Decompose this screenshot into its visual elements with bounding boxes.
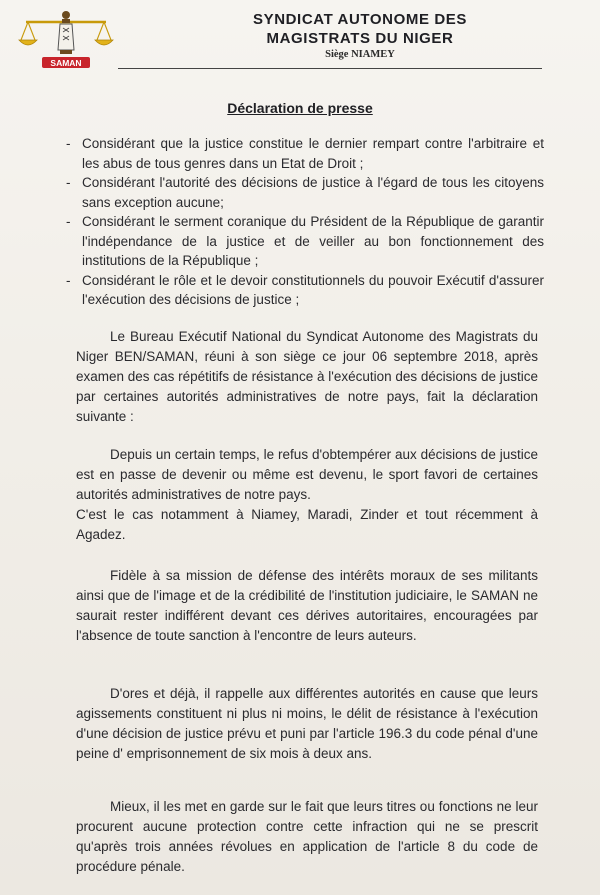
org-name-line-2: MAGISTRATS DU NIGER	[266, 30, 454, 47]
paragraph-refusal	[76, 445, 538, 505]
paragraph-mission	[76, 566, 538, 646]
considerant-text: Considérant l'autorité des décisions de justice à l'égard de tous les citoyens sans exception aucune;	[82, 175, 544, 210]
paragraph-bureau-declaration	[76, 327, 538, 427]
letterhead	[210, 10, 510, 60]
scales-of-justice-icon	[16, 8, 116, 70]
list-item: - Considérant que la justice constitue le dernier rempart contre l'arbitraire et les abus de tous genres dans un Etat de Droit ;	[66, 136, 544, 171]
considerant-text: Considérant le serment coranique du Président de la République de garantir l'indépendance de la justice et de veiller au bon fonctionnement des institutions de la République ;	[82, 214, 544, 268]
org-name-line-1: SYNDICAT AUTONOME DES	[252, 11, 467, 28]
paragraph-text: Depuis un certain temps, le refus d'obtempérer aux décisions de justice est en passe de devenir ou même est devenu, le sport favori de certaines autorités administratives de notre pays.	[76, 447, 538, 502]
paragraph-text: Fidèle à sa mission de défense des intérêts moraux de ses militants ainsi que de l'image et de la crédibilité de l'institution judiciaire, le SAMAN ne saurait rester indifférent devant ces dérives autoritaires, encouragées par l'absence de toute sanction à l'encontre de leurs auteurs.	[76, 568, 538, 643]
logo-wordmark: SAMAN	[50, 58, 82, 68]
list-item: - Considérant l'autorité des décisions de justice à l'égard de tous les citoyens sans exception aucune;	[66, 175, 544, 210]
considerants-list	[68, 134, 544, 310]
header-divider	[118, 68, 542, 69]
paragraph-text: Mieux, il les met en garde sur le fait que leurs titres ou fonctions ne leur procurent aucune protection contre cette infraction qui ne se prescrit qu'après trois années révolues en application de l'article 8 du code de procédure pénale.	[76, 799, 538, 874]
paragraph-text: D'ores et déjà, il rappelle aux différentes autorités en cause que leurs agissements constituent ni plus ni moins, le délit de résistance à l'exécution d'une décision de justice prévu et puni par l'article 196.3 du code pénal d'une peine d' emprisonnement de six mois à deux ans.	[76, 686, 538, 761]
paragraph-warning	[76, 797, 538, 877]
document-title: Déclaration de presse	[227, 100, 373, 116]
seat-location: Siège NIAMEY	[325, 49, 395, 60]
considerant-text: Considérant que la justice constitue le dernier rempart contre l'arbitraire et les abus de tous genres dans un Etat de Droit ;	[82, 136, 544, 171]
paragraph-reminder	[76, 684, 538, 764]
list-item: - Considérant le serment coranique du Président de la République de garantir l'indépendance de la justice et de veiller au bon fonctionnement des institutions de la République ;	[66, 214, 544, 268]
paragraph-text: Le Bureau Exécutif National du Syndicat Autonome des Magistrats du Niger BEN/SAMAN, réuni à son siège ce jour 06 septembre 2018, après examen des cas répétitifs de résistance à l'exécution des décisions de justice par certaines autorités administratives de notre pays, fait la déclaration suivante :	[76, 329, 538, 424]
paragraph-cities	[76, 505, 538, 545]
considerant-text: Considérant le rôle et le devoir constitutionnels du pouvoir Exécutif d'assurer l'exécution des décisions de justice ;	[82, 272, 544, 307]
list-item: - Considérant le rôle et le devoir constitutionnels du pouvoir Exécutif d'assurer l'exécution des décisions de justice ;	[66, 272, 544, 307]
paragraph-text: C'est le cas notamment à Niamey, Maradi, Zinder et tout récemment à Agadez.	[76, 507, 538, 542]
